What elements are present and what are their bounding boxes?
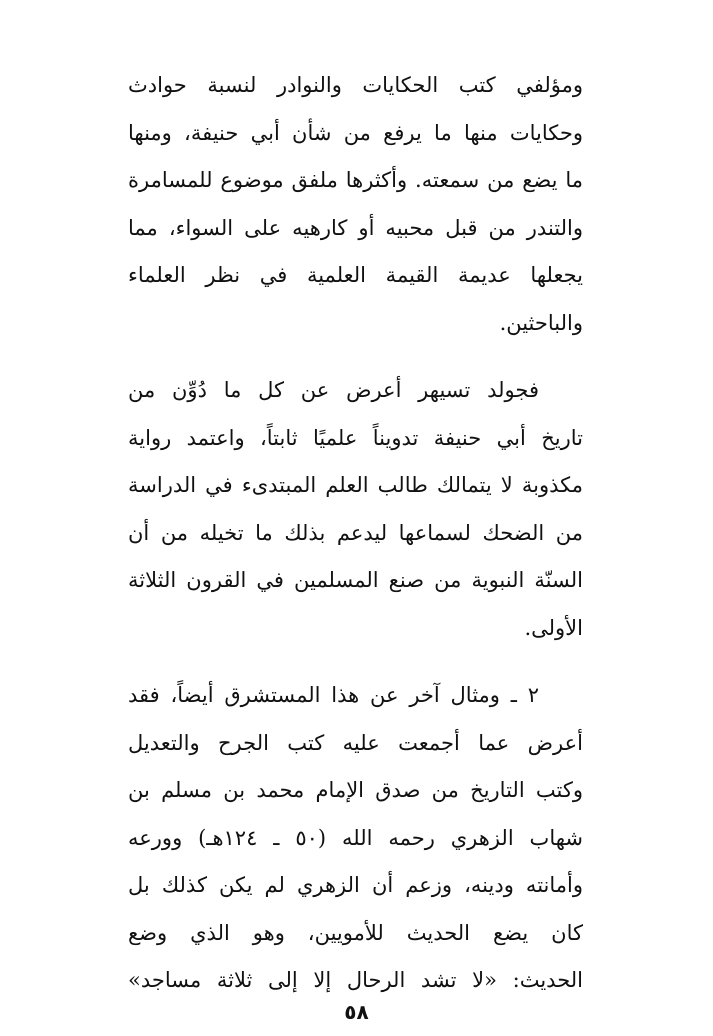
paragraph-1 xyxy=(128,62,583,347)
text-line: ومؤلفي كتب الحكايات والنوادر لنسبة حوادث xyxy=(128,73,583,97)
text-line: فجولد تسيهر أعرض عن كل ما دُوِّن من xyxy=(128,378,539,402)
text-line: السنّة النبوية من صنع المسلمين في القرون الثلاثة xyxy=(128,568,583,592)
text-line: مكذوبة لا يتمالك طالب العلم المبتدىء في الدراسة xyxy=(128,473,583,497)
text-line: الأولى. xyxy=(524,615,583,640)
text-line: والتندر من قبل محبيه أو كارهيه على السواء، مما xyxy=(128,215,583,240)
text-line: كان يضع الحديث للأمويين، وهو الذي وضع xyxy=(128,920,583,945)
text-line: شهاب الزهري رحمه الله (٥٠ ـ ١٢٤هـ) وورعه xyxy=(128,825,583,850)
paragraph-3 xyxy=(128,672,583,1005)
paragraph-2 xyxy=(128,367,583,652)
page-body xyxy=(128,62,583,1005)
text-line: تاريخ أبي حنيفة تدويناً علميًا ثابتاً، واعتمد رواية xyxy=(128,425,583,450)
text-line: أعرض عما أجمعت عليه كتب الجرح والتعديل xyxy=(128,730,583,755)
page-number: ٥٨ xyxy=(344,1000,369,1024)
text-line: من الضحك لسماعها ليدعم بذلك ما تخيله من أن xyxy=(128,520,583,545)
text-line: وكتب التاريخ من صدق الإمام محمد بن مسلم بن xyxy=(128,778,583,802)
text-line: وأمانته ودينه، وزعم أن الزهري لم يكن كذلك بل xyxy=(128,873,583,897)
text-line: ٢ ـ ومثال آخر عن هذا المستشرق أيضاً، فقد xyxy=(128,683,539,707)
text-line: الحديث: «لا تشد الرحال إلا إلى ثلاثة مساجد» xyxy=(128,968,583,992)
text-line: ما يضع من سمعته. وأكثرها ملفق موضوع للمسامرة xyxy=(128,168,583,192)
text-line: والباحثين. xyxy=(499,310,583,335)
text-line: يجعلها عديمة القيمة العلمية في نظر العلماء xyxy=(128,263,583,287)
text-line: وحكايات منها ما يرفع من شأن أبي حنيفة، ومنها xyxy=(128,120,583,145)
